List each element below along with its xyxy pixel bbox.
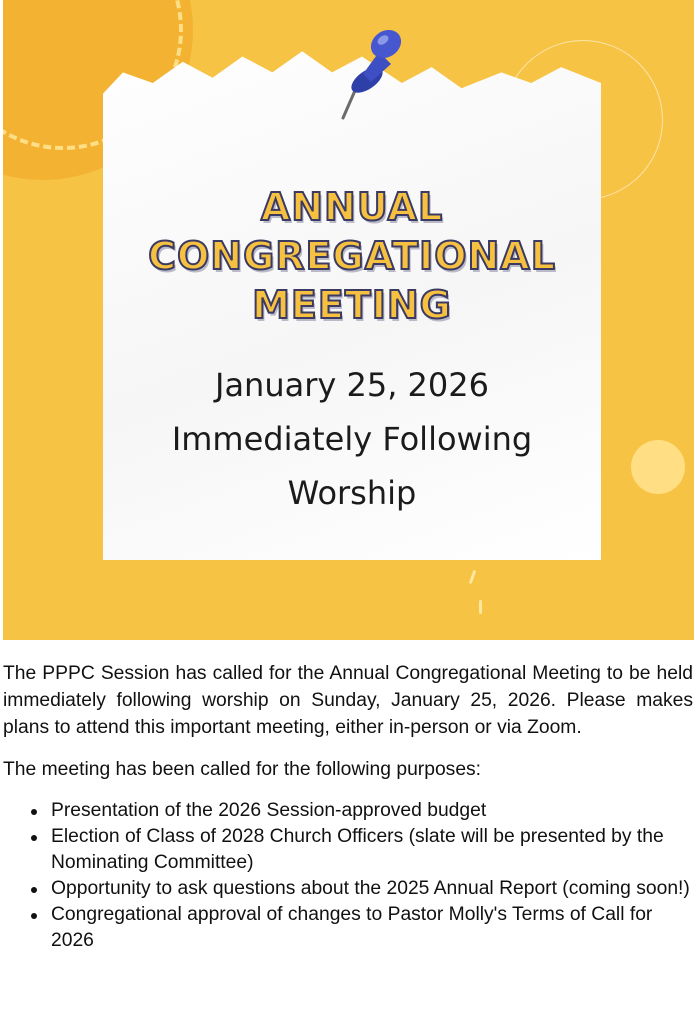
flyer-title bbox=[103, 183, 601, 330]
meeting-time-line: Worship bbox=[287, 474, 417, 512]
meeting-time-line: Immediately Following bbox=[171, 420, 533, 458]
decorative-spark bbox=[469, 570, 477, 584]
meeting-flyer-image bbox=[3, 0, 694, 640]
decorative-dot bbox=[631, 440, 685, 494]
flyer-details bbox=[103, 358, 601, 520]
list-item: Congregational approval of changes to Pastor Molly's Terms of Call for 2026 bbox=[51, 902, 693, 954]
article-body bbox=[3, 660, 693, 954]
flyer-title-line: ANNUAL bbox=[260, 185, 444, 229]
flyer-title-line: MEETING bbox=[252, 283, 452, 327]
purposes-list bbox=[3, 798, 693, 954]
decorative-spark bbox=[479, 600, 482, 614]
list-item: Presentation of the 2026 Session-approved budget bbox=[51, 798, 693, 824]
intro-paragraph: The PPPC Session has called for the Annual Congregational Meeting to be held immediately following worship on Sunday, January 25, 2026. Please makes plans to attend this important meeting, either in-person or via Zoom. bbox=[3, 663, 693, 738]
push-pin-icon bbox=[333, 22, 413, 122]
meeting-date: January 25, 2026 bbox=[215, 366, 489, 404]
flyer-title-line: CONGREGATIONAL bbox=[148, 234, 556, 278]
purposes-heading: The meeting has been called for the following purposes: bbox=[3, 759, 482, 780]
list-item: Election of Class of 2028 Church Officers (slate will be presented by the Nominating Committee) bbox=[51, 824, 693, 876]
list-item: Opportunity to ask questions about the 2025 Annual Report (coming soon!) bbox=[51, 876, 693, 902]
